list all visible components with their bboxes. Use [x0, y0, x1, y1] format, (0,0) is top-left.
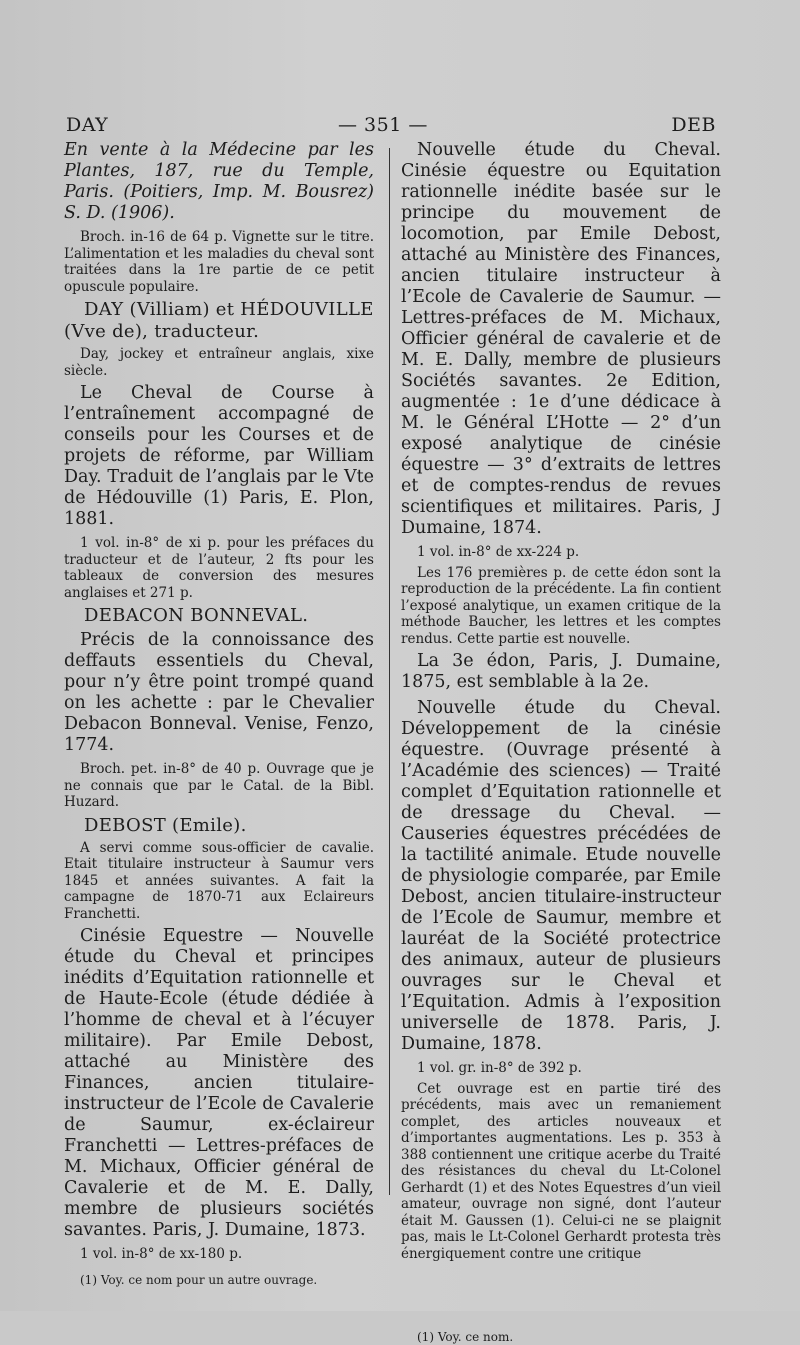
page-number: — 351 — — [338, 114, 428, 136]
column-divider — [389, 148, 390, 1195]
intro-entry: En vente à la Médecine par les Plantes, 187, rue du Temple, Paris. (Poitiers, Imp. M. Bousrez) S. D. (1906). — [64, 140, 374, 223]
running-head-right: DEB — [671, 114, 716, 136]
left-footnote: (1) Voy. ce nom pour un autre ouvrage. — [80, 1272, 318, 1287]
day-bio: Day, jockey et entraîneur anglais, xixe siècle. — [64, 346, 374, 379]
debacon-note: Broch. pet. in-8° de 40 p. Ouvrage que je ne connais que par le Catal. de la Bibl. Huzard. — [64, 761, 374, 810]
note-1874-format: 1 vol. in-8° de xx-224 p. — [417, 544, 580, 560]
left-column — [64, 140, 374, 1287]
debost-entry: Cinésie Equestre — Nouvelle étude du Cheval et principes inédits d’Equitation rationnelle et de Haute-Ecole (étude dédiée à l’homme de cheval et à l’écuyer militaire). Par Emile Debost, attaché au Ministère des Finances, ancien titulaire-instructeur de l’Ecole de Cavalerie de Saumur, ex-éclaireur Franchetti — Lettres-préfaces de M. Michaux, Officier général de Cavalerie et de M. E. Dally, membre de plusieurs sociétés savantes. Paris, J. Dumaine, 1873. — [64, 926, 374, 1240]
debost-entry-1878: Nouvelle étude du Cheval. Développement de la cinésie équestre. (Ouvrage présenté à l’Académie des sciences) — Traité complet d’Equitation rationnelle et de dressage du Cheval. — Causeries équestres précédées de la tactilité animale. Etude nouvelle de physiologie comparée, par Emile Debost, ancien titulaire-instructeur de l’Ecole de Saumur, membre et lauréat de la Société protectrice des animaux, auteur de plusieurs ouvrages sur le Cheval et l’Equitation. Admis à l’exposition universelle de 1878. Paris, J. Dumaine, 1878. — [401, 698, 721, 1054]
right-column — [401, 140, 721, 1344]
note-1874-content: Les 176 premières p. de cette édon sont la reproduction de la précédente. La fin contient l’exposé analytique, un examen critique de la méthode Baucher, les lettres et les comptes rendus. Cette partie est nouvelle. — [401, 564, 721, 647]
debost-note: 1 vol. in-8° de xx-180 p. — [80, 1246, 243, 1262]
intro-note: Broch. in-16 de 64 p. Vignette sur le titre. L’alimentation et les maladies du cheval sont traitées dans la 1re partie de ce petit opuscule populaire. — [64, 229, 374, 295]
note-1878-format: 1 vol. gr. in-8° de 392 p. — [417, 1060, 582, 1076]
debost-entry-1875: La 3e édon, Paris, J. Dumaine, 1875, est semblable à la 2e. — [401, 651, 721, 692]
day-note: 1 vol. in-8° de xi p. pour les préfaces du traducteur et de l’auteur, 2 fts pour les tableaux de conversion des mesures anglaises et 271 p. — [64, 535, 374, 601]
heading-day: DAY (Villiam) et HÉDOUVILLE (Vve de), traducteur. — [64, 299, 374, 342]
running-head-left: DAY — [66, 114, 109, 136]
note-1878-content: Cet ouvrage est en partie tiré des précédents, mais avec un remaniement complet, des articles nouveaux et d’importantes augmentations. Les p. 353 à 388 contiennent une critique acerbe du Traité des résistances du cheval du Lt-Colonel Gerhardt (1) et des Notes Equestres d’un vieil amateur, ouvrage non signé, dont l’auteur était M. Gaussen (1). Celui-ci ne se plaignit pas, mais le Lt-Colonel Gerhardt protesta très énergiquement contre une critique — [401, 1080, 721, 1262]
heading-debost: DEBOST (Emile). — [84, 814, 247, 836]
right-footnote: (1) Voy. ce nom. — [417, 1330, 514, 1344]
debost-entry-1874: Nouvelle étude du Cheval. Cinésie équestre ou Equitation rationnelle inédite basée sur le principe du mouvement de locomotion, par Emile Debost, attaché au Ministère des Finances, ancien titulaire instructeur à l’Ecole de Cavalerie de Saumur. — Lettres-préfaces de M. Michaux, Officier général de cavalerie et de M. E. Dally, membre de plusieurs Sociétés savantes. 2e Edition, augmentée : 1e d’une dédicace à M. le Général L’Hotte — 2° d’un exposé analytique de cinésie équestre — 3° d’extraits de lettres et de comptes-rendus de revues scientifiques et militaires. Paris, J Dumaine, 1874. — [401, 140, 721, 538]
debacon-entry: Précis de la connoissance des deffauts essentiels du Cheval, pour n’y être point trompé quand on les achette : par le Chevalier Debacon Bonneval. Venise, Fenzo, 1774. — [64, 630, 374, 755]
day-entry: Le Cheval de Course à l’entraînement accompagné de conseils pour les Courses et de projets de réforme, par William Day. Traduit de l’anglais par le Vte de Hédouville (1) Paris, E. Plon, 1881. — [64, 383, 374, 529]
heading-debacon: DEBACON BONNEVAL. — [84, 605, 309, 626]
debost-bio: A servi comme sous-officier de cavalie. Etait titulaire instructeur à Saumur vers 1845 et années suivantes. A fait la campagne de 1870-71 aux Eclaireurs Franchetti. — [64, 839, 374, 922]
